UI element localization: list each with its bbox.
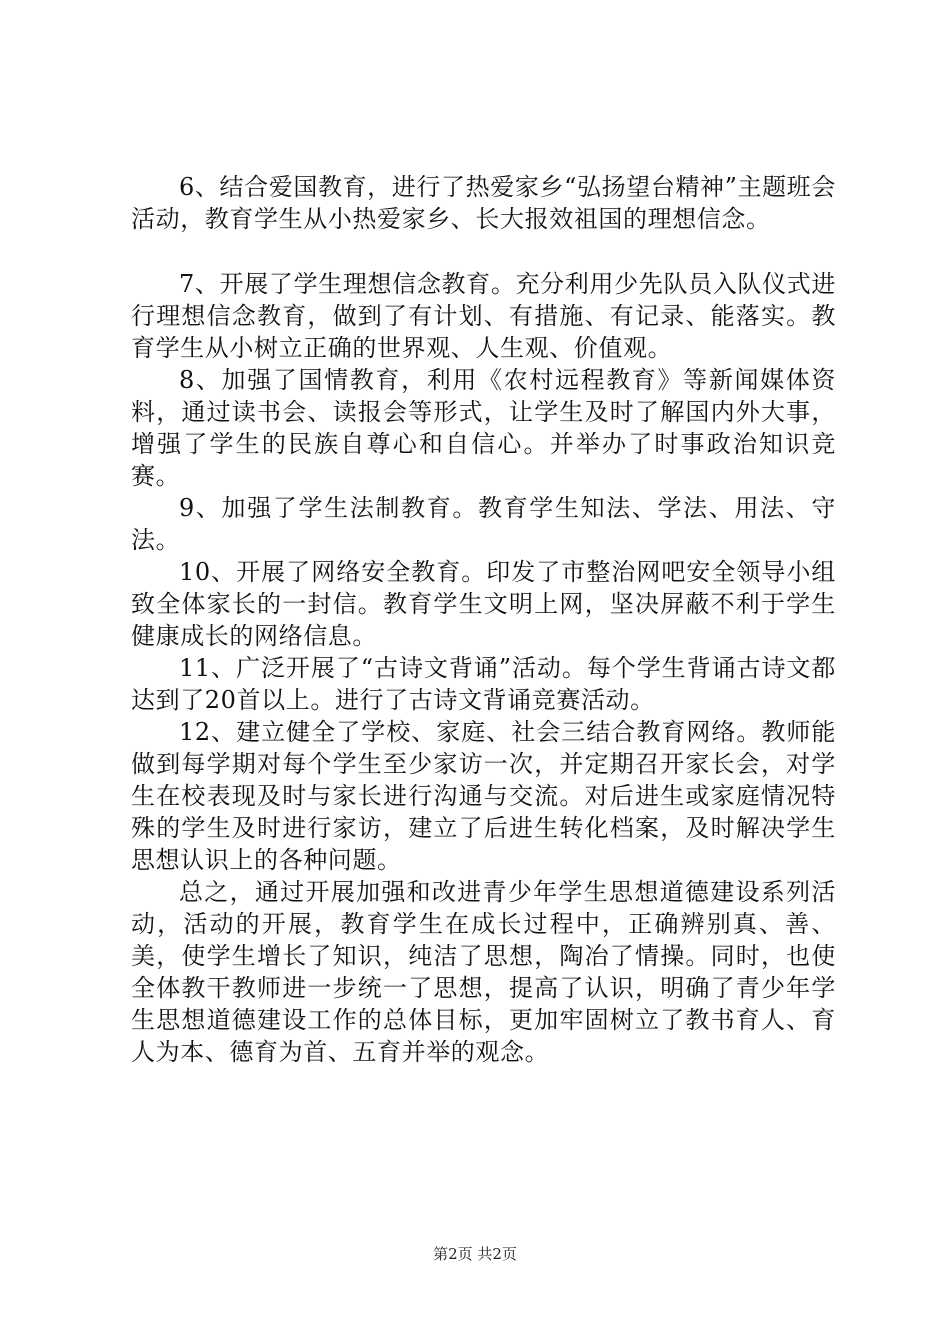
paragraph-item-10: 10、开展了网络安全教育。印发了市整治网吧安全领导小组致全体家长的一封信。教育学生文明上网，坚决屏蔽不利于学生健康成长的网络信息。 bbox=[131, 558, 836, 650]
document-body bbox=[131, 171, 836, 1068]
paragraph-item-6: 6、结合爱国教育，进行了热爱家乡“弘扬望台精神”主题班会活动，教育学生从小热爱家乡、长大报效祖国的理想信念。 bbox=[131, 173, 836, 233]
paragraph-item-9: 9、加强了学生法制教育。教育学生知法、学法、用法、守法。 bbox=[131, 494, 836, 554]
paragraph-item-7: 7、开展了学生理想信念教育。充分利用少先队员入队仪式进行理想信念教育，做到了有计划、有措施、有记录、能落实。教育学生从小树立正确的世界观、人生观、价值观。 bbox=[131, 270, 836, 362]
paragraph-item-12: 12、建立健全了学校、家庭、社会三结合教育网络。教师能做到每学期对每个学生至少家访一次，并定期召开家长会，对学生在校表现及时与家长进行沟通与交流。对后进生或家庭情况特殊的学生及时进行家访，建立了后进生转化档案，及时解决学生思想认识上的各种问题。 bbox=[131, 718, 836, 874]
paragraph-item-8: 8、加强了国情教育，利用《农村远程教育》等新闻媒体资料，通过读书会、读报会等形式，让学生及时了解国内外大事，增强了学生的民族自尊心和自信心。并举办了时事政治知识竞赛。 bbox=[131, 366, 836, 490]
paragraph-item-11: 11、广泛开展了“古诗文背诵”活动。每个学生背诵古诗文都达到了20首以上。进行了古诗文背诵竞赛活动。 bbox=[131, 654, 836, 714]
page-number-footer: 第2页 共2页 bbox=[433, 1245, 517, 1263]
paragraph-summary: 总之，通过开展加强和改进青少年学生思想道德建设系列活动，活动的开展，教育学生在成长过程中，正确辨别真、善、美，使学生增长了知识，纯洁了思想，陶冶了情操。同时，也使全体教干教师进一步统一了思想，提高了认识，明确了青少年学生思想道德建设工作的总体目标，更加牢固树立了教书育人、育人为本、德育为首、五育并举的观念。 bbox=[131, 878, 836, 1066]
